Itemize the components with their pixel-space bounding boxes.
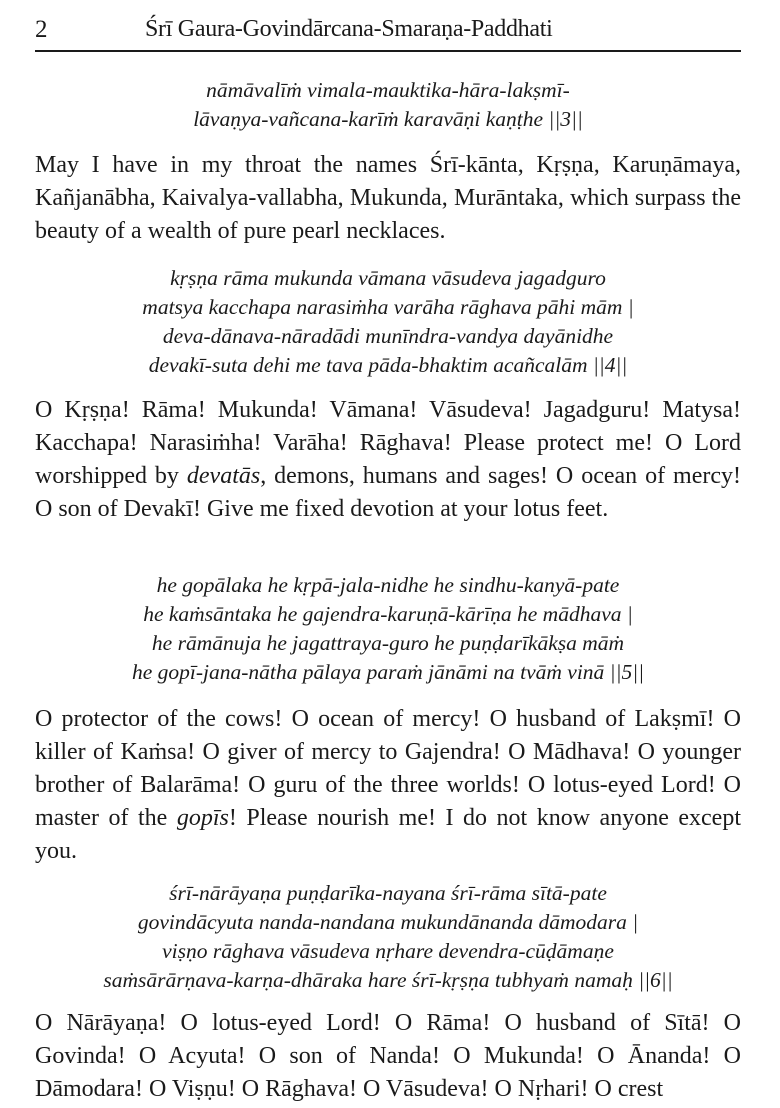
verse-line: he gopālaka he kṛpā-jala-nidhe he sindhu-kanyā-pate (156, 573, 620, 597)
verse-5-sanskrit (35, 571, 741, 687)
verse-line: nāmāvalīṁ vimala-mauktika-hāra-lakṣmī- (206, 78, 570, 102)
verse-line: devakī-suta dehi me tava pāda-bhaktim acañcalām ||4|| (148, 353, 628, 377)
verse-line: he gopī-jana-nātha pālaya paraṁ jānāmi na tvāṁ vinā ||5|| (131, 660, 645, 684)
italic-term: gopīs (176, 805, 229, 831)
italic-term: devatās (186, 463, 261, 489)
verse-line: saṁsārārṇava-karṇa-dhāraka hare śrī-kṛṣṇa tubhyaṁ namaḥ ||6|| (103, 968, 673, 992)
verse-3-sanskrit (35, 76, 741, 134)
translation-text: , demons, humans and sages! O ocean of mercy! O son of Devakī! Give me fixed devotion at your lotus feet. (35, 463, 742, 522)
verse-line: kṛṣṇa rāma mukunda vāmana vāsudeva jagadguro (170, 266, 606, 290)
verse-line: lāvaṇya-vañcana-karīṁ karavāṇi kaṇṭhe ||3|| (193, 107, 583, 131)
translation-text: O protector of the cows! O ocean of mercy! O husband of Lakṣmī! O killer of Kaṁsa! O giver of mercy to Gajendra! O Mādhava! O younger brother of Balarāma! O guru of the three worlds! O lotus-eyed Lord! O master of the (35, 706, 741, 831)
verse-5-translation (35, 703, 741, 868)
verse-line: he rāmānuja he jagattraya-guro he puṇḍarīkākṣa māṁ (151, 631, 625, 655)
page-header (35, 14, 741, 52)
verse-line: he kaṁsāntaka he gajendra-karuṇā-kārīṇa he mādhava | (143, 602, 633, 626)
verse-4-translation (35, 394, 741, 526)
verse-line: viṣṇo rāghava vāsudeva nṛhare devendra-cūḍāmaṇe (162, 939, 614, 963)
verse-6-translation: O Nārāyaṇa! O lotus-eyed Lord! O Rāma! O husband of Sītā! O Govinda! O Acyuta! O son of Nanda! O Mukunda! O Ānanda! O Dāmodara! O Viṣṇu! O Rāghava! O Vāsudeva! O Nṛhari! O crest (35, 1010, 741, 1102)
verse-6-sanskrit (35, 879, 741, 995)
page-number: 2 (35, 16, 48, 43)
translation-text: ! Please nourish me! I do not know anyone except you. (35, 805, 741, 864)
running-title: Śrī Gaura-Govindārcana-Smaraṇa-Paddhati (145, 16, 553, 42)
translation-text: O Kṛṣṇa! Rāma! Mukunda! Vāmana! Vāsudeva! Jagadguru! Matysa! Kacchapa! Narasiṁha! Varāha! Rāghava! Please protect me! O Lord worshipped by (35, 397, 741, 489)
verse-line: deva-dānava-nāradādi munīndra-vandya dayānidhe (162, 324, 614, 348)
verse-4-sanskrit (35, 264, 741, 380)
verse-line: śrī-nārāyaṇa puṇḍarīka-nayana śrī-rāma sītā-pate (169, 881, 607, 905)
verse-line: matsya kacchapa narasiṁha varāha rāghava pāhi mām | (142, 295, 634, 319)
verse-3-translation: May I have in my throat the names Śrī-kānta, Kṛṣṇa, Karuṇāmaya, Kañjanābha, Kaivalya-vallabha, Mukunda, Murāntaka, which surpass the beauty of a wealth of pure pearl necklaces. (35, 152, 741, 244)
verse-line: govindācyuta nanda-nandana mukundānanda dāmodara | (137, 910, 639, 934)
